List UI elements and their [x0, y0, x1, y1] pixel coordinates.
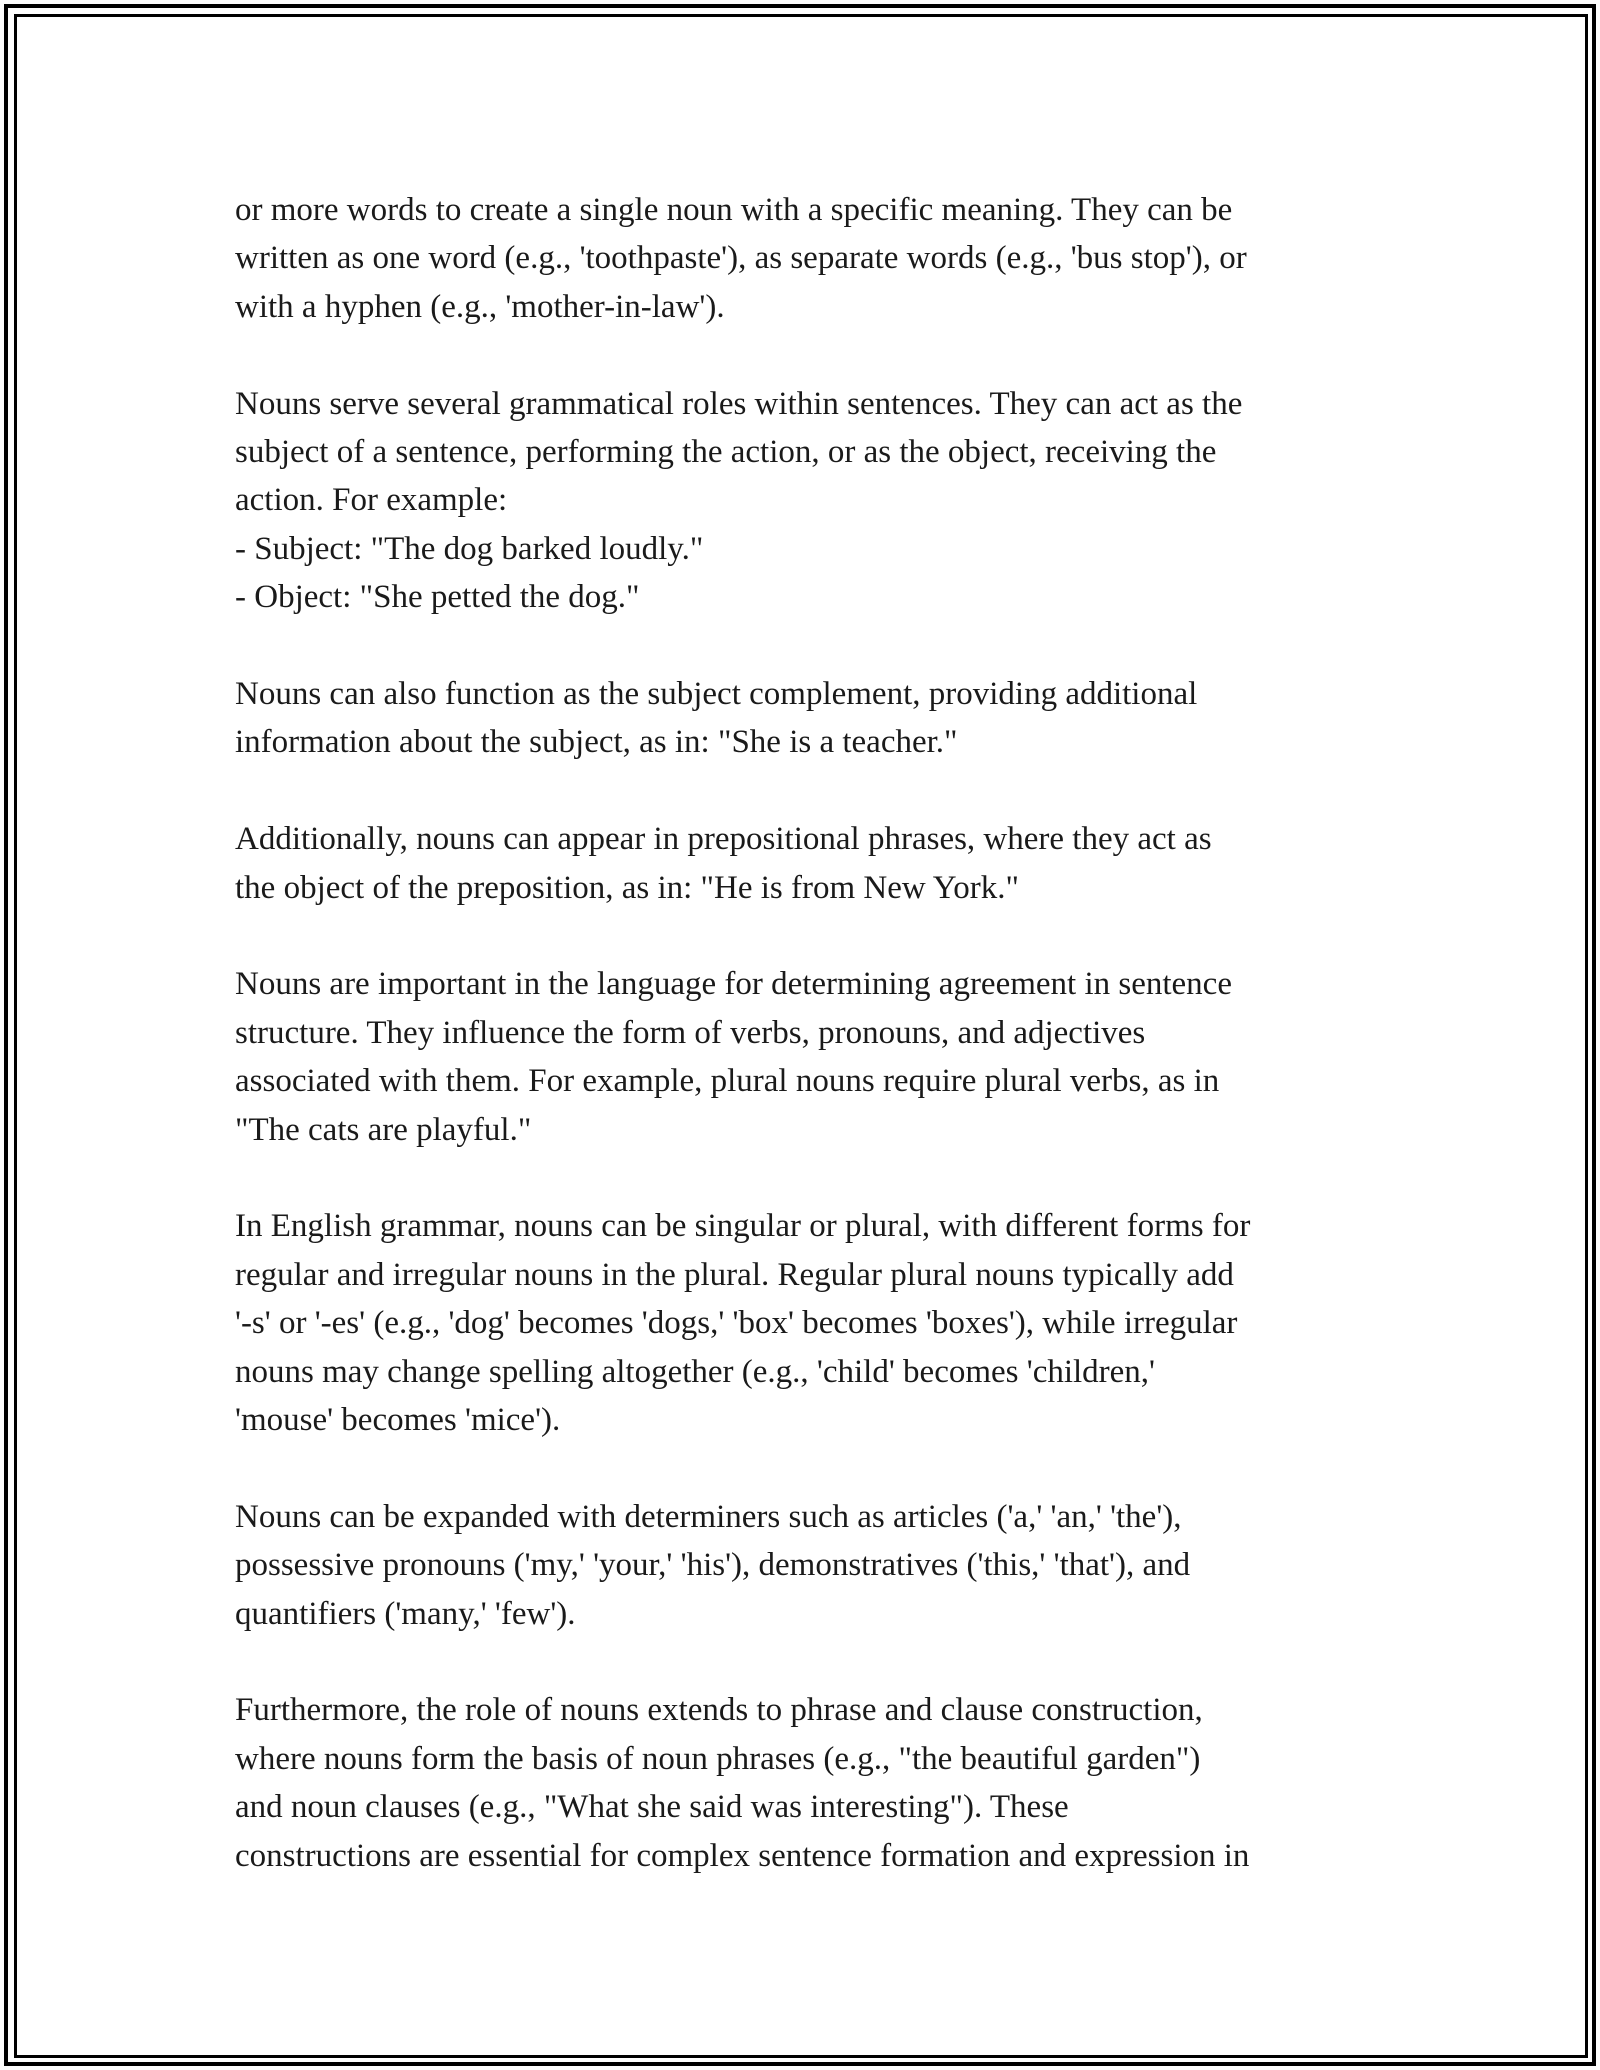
paragraph-phrase-clause	[235, 1686, 1375, 1880]
paragraph-grammatical-roles	[235, 380, 1375, 622]
text-line: - Object: "She petted the dog."	[235, 579, 640, 616]
text-line: '-s' or '-es' (e.g., 'dog' becomes 'dogs,' 'box' becomes 'boxes'), while irregular	[235, 1305, 1238, 1342]
text-line: constructions are essential for complex sentence formation and expression in	[235, 1837, 1250, 1874]
text-line: where nouns form the basis of noun phrases (e.g., "the beautiful garden")	[235, 1740, 1201, 1777]
text-line: Nouns are important in the language for determining agreement in sentence	[235, 966, 1232, 1003]
text-line: quantifiers ('many,' 'few').	[235, 1595, 576, 1632]
paragraph-singular-plural	[235, 1202, 1375, 1444]
text-line: regular and irregular nouns in the plural. Regular plural nouns typically add	[235, 1256, 1234, 1293]
text-line: or more words to create a single noun with a specific meaning. They can be	[235, 192, 1233, 228]
paragraph-compound-nouns	[235, 186, 1375, 331]
text-line: Nouns can be expanded with determiners such as articles ('a,' 'an,' 'the'),	[235, 1498, 1182, 1535]
text-line: information about the subject, as in: "She is a teacher."	[235, 724, 958, 761]
text-line: Furthermore, the role of nouns extends to phrase and clause construction,	[235, 1692, 1203, 1729]
paragraph-subject-complement	[235, 670, 1375, 767]
text-line: subject of a sentence, performing the action, or as the object, receiving the	[235, 434, 1217, 471]
text-line: Nouns serve several grammatical roles within sentences. They can act as the	[235, 385, 1243, 422]
text-line: with a hyphen (e.g., 'mother-in-law').	[235, 288, 725, 325]
paragraph-agreement	[235, 960, 1375, 1154]
text-line: "The cats are playful."	[235, 1111, 532, 1148]
text-line: 'mouse' becomes 'mice').	[235, 1402, 561, 1439]
text-line: possessive pronouns ('my,' 'your,' 'his'), demonstratives ('this,' 'that'), and	[235, 1547, 1191, 1584]
text-line: Additionally, nouns can appear in prepositional phrases, where they act as	[235, 821, 1212, 858]
paragraph-determiners	[235, 1493, 1375, 1638]
text-line: action. For example:	[235, 482, 508, 519]
text-line: Nouns can also function as the subject complement, providing additional	[235, 676, 1198, 713]
text-line: the object of the preposition, as in: "He is from New York."	[235, 869, 1019, 906]
text-line: nouns may change spelling altogether (e.g., 'child' becomes 'children,'	[235, 1353, 1156, 1390]
text-line: and noun clauses (e.g., "What she said was interesting"). These	[235, 1789, 1069, 1826]
text-line: In English grammar, nouns can be singular or plural, with different forms for	[235, 1208, 1251, 1245]
paragraph-prepositional-phrases	[235, 815, 1375, 912]
text-line: - Subject: "The dog barked loudly."	[235, 530, 704, 567]
text-line: associated with them. For example, plural nouns require plural verbs, as in	[235, 1063, 1220, 1100]
document-body	[235, 186, 1375, 1929]
text-line: written as one word (e.g., 'toothpaste'), as separate words (e.g., 'bus stop'), or	[235, 240, 1247, 277]
text-line: structure. They influence the form of verbs, pronouns, and adjectives	[235, 1014, 1146, 1051]
